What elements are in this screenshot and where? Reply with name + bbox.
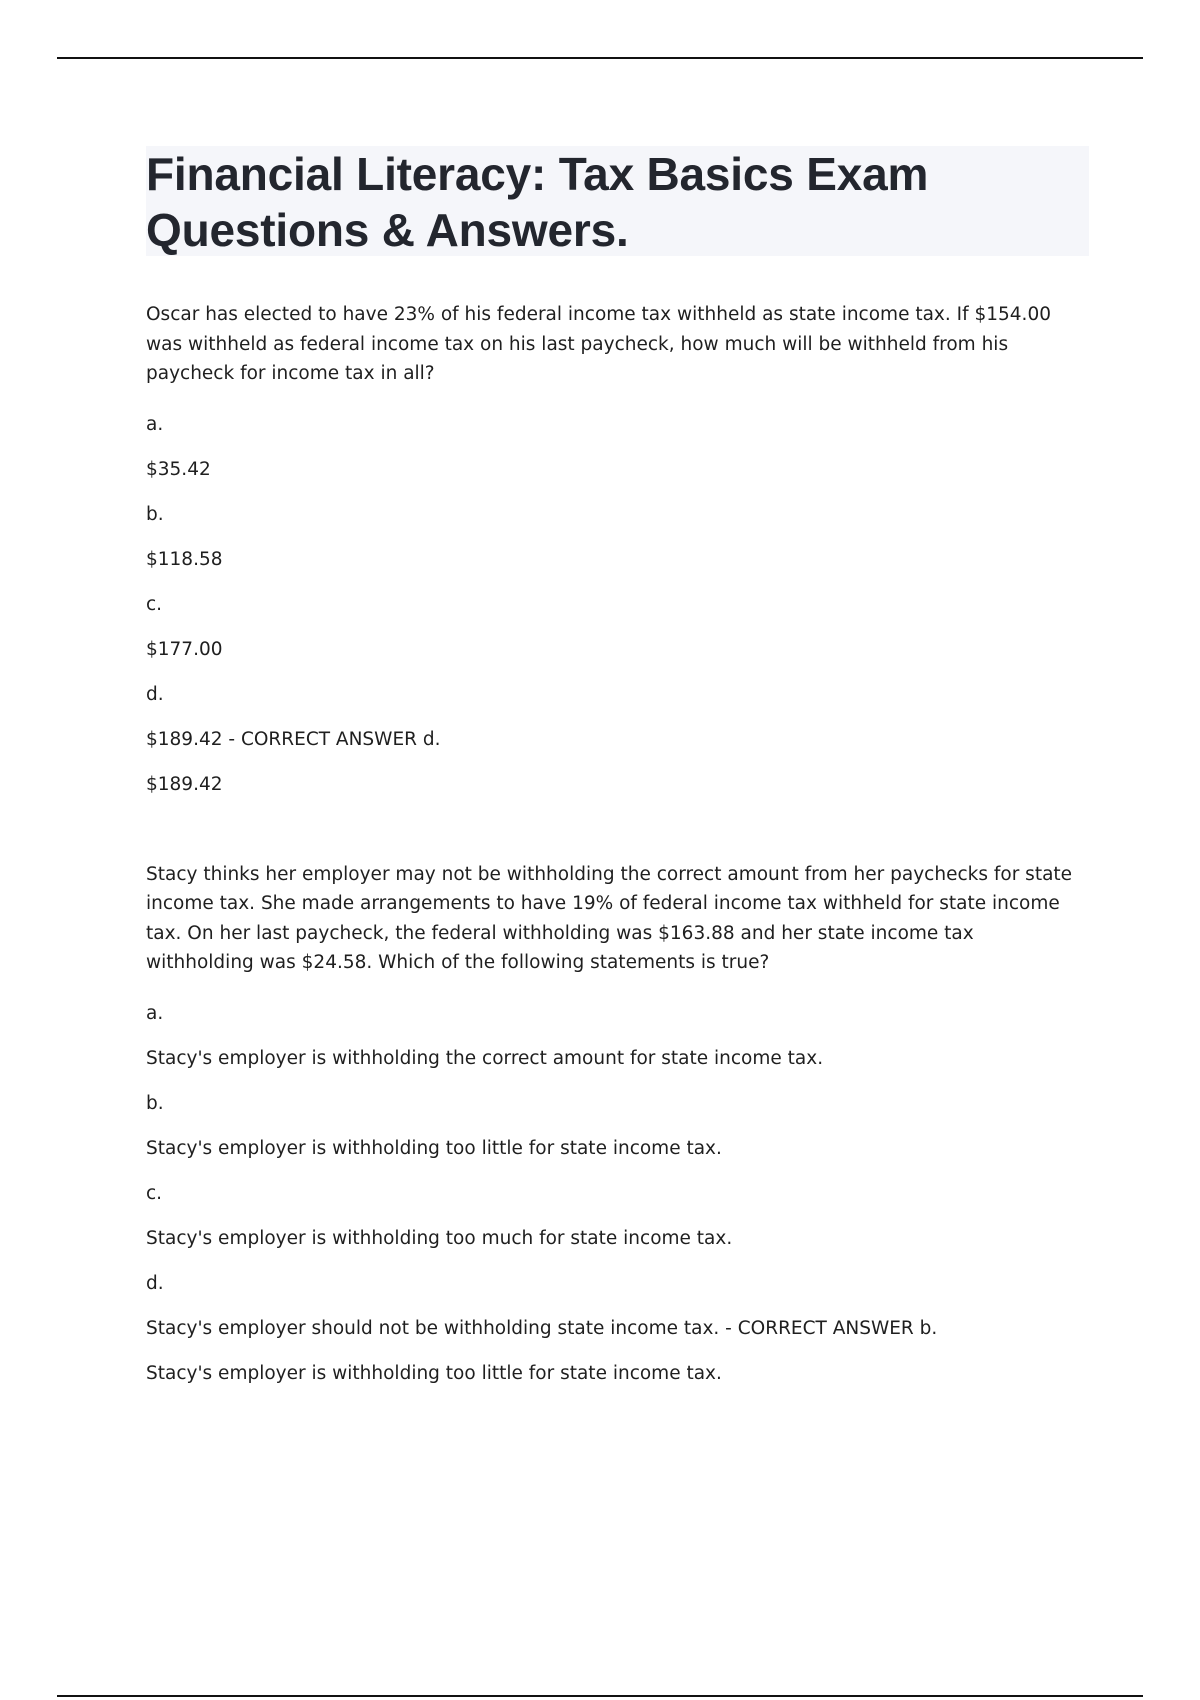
- document-body: [146, 300, 1076, 1404]
- option-a-text: Stacy's employer is withholding the correct amount for state income tax.: [146, 1047, 824, 1069]
- question-block-2: [146, 860, 1076, 1404]
- question-block-1: [146, 300, 1076, 815]
- bottom-rule: [57, 1695, 1143, 1697]
- correct-answer-text: Stacy's employer is withholding too little for state income tax.: [146, 1362, 722, 1384]
- option-a-text: $35.42: [146, 458, 211, 480]
- option-c-label: c.: [146, 1182, 163, 1204]
- option-a-label: a.: [146, 1002, 164, 1024]
- option-b-text: $118.58: [146, 548, 223, 570]
- top-rule: [57, 57, 1143, 59]
- title-block: [146, 146, 1089, 256]
- question-text: Stacy thinks her employer may not be withholding the correct amount from her paychecks for state income tax. She made arrangements to have 19% of federal income tax withheld for state income tax. On her last paycheck, the federal withholding was $163.88 and her state income tax withholding was $24.58. Which of the following statements is true?: [146, 863, 1073, 973]
- option-d-text-with-answer: $189.42 - CORRECT ANSWER d.: [146, 728, 441, 750]
- option-d-text-with-answer: Stacy's employer should not be withholding state income tax. - CORRECT ANSWER b.: [146, 1317, 938, 1339]
- option-a-label: a.: [146, 413, 164, 435]
- option-c-text: Stacy's employer is withholding too much for state income tax.: [146, 1227, 733, 1249]
- option-c-text: $177.00: [146, 638, 223, 660]
- correct-answer-text: $189.42: [146, 773, 223, 795]
- document-title: Financial Literacy: Tax Basics Exam Questions & Answers.: [146, 148, 929, 256]
- option-b-label: b.: [146, 503, 164, 525]
- option-c-label: c.: [146, 593, 163, 615]
- question-text: Oscar has elected to have 23% of his federal income tax withheld as state income tax. If $154.00 was withheld as federal income tax on his last paycheck, how much will be withheld from his paycheck for income tax in all?: [146, 304, 1051, 384]
- option-d-label: d.: [146, 1272, 164, 1294]
- option-b-text: Stacy's employer is withholding too little for state income tax.: [146, 1137, 722, 1159]
- option-b-label: b.: [146, 1092, 164, 1114]
- option-d-label: d.: [146, 683, 164, 705]
